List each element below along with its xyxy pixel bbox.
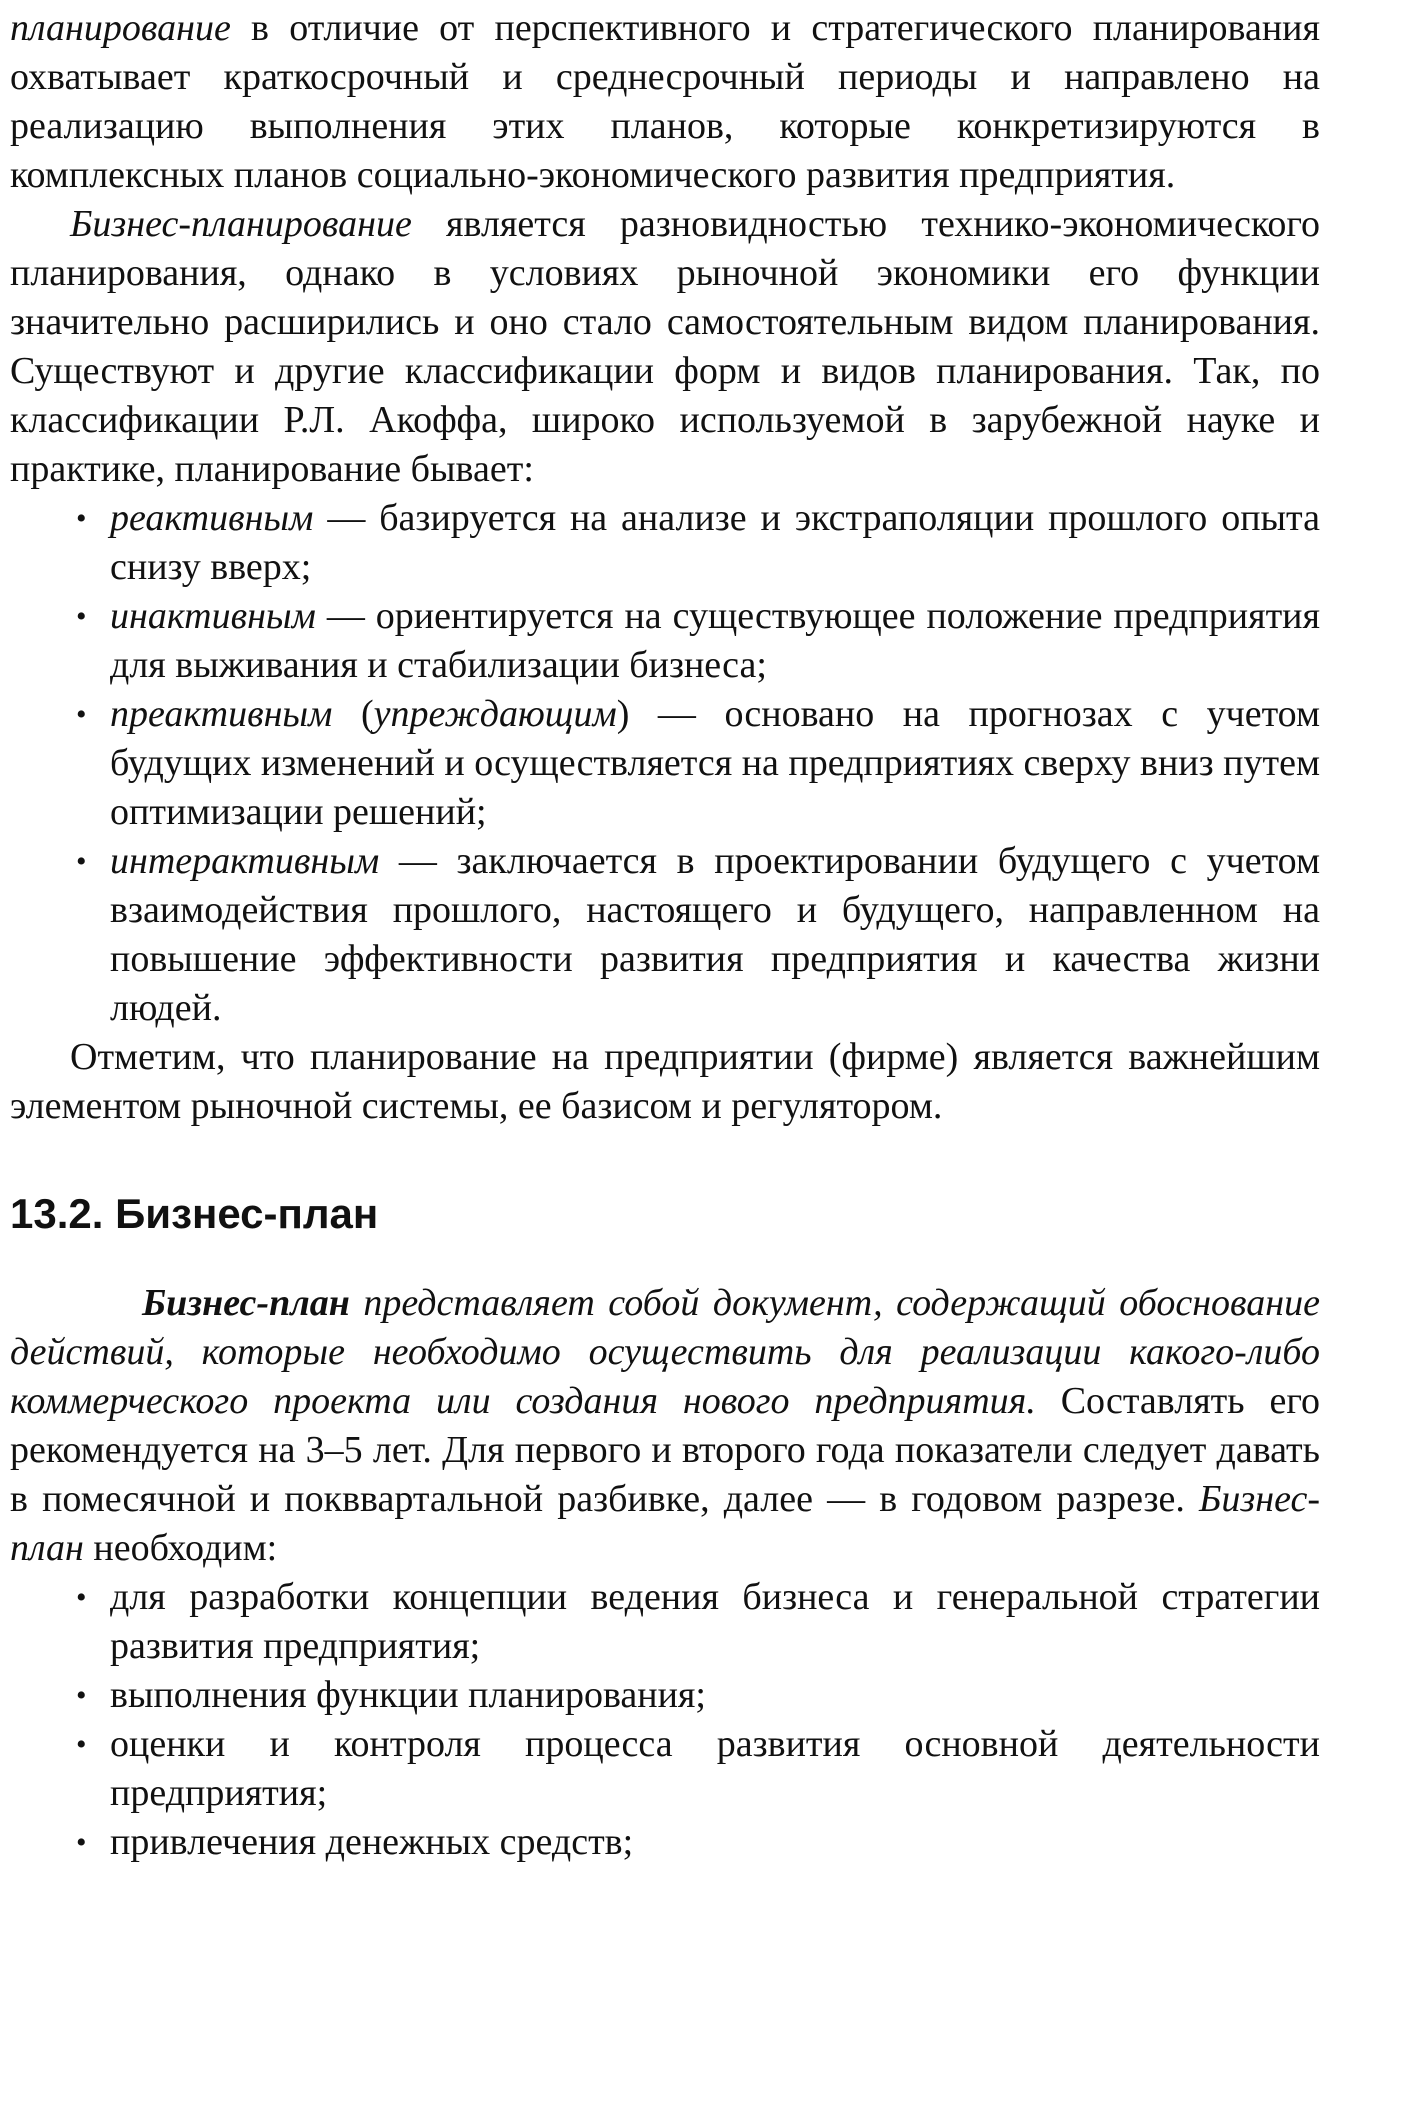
paragraph-text: Составлять его рекомендуется на 3–5 лет. Для первого и второго года показатели следует давать в помесячной и покввартальной разбивке, далее — в годовом разрезе.	[10, 1380, 1320, 1520]
list-item	[70, 1573, 1320, 1671]
term-business-plan: Бизнес-план	[142, 1282, 350, 1324]
list-item	[70, 1720, 1320, 1818]
list-item-text: оценки и контроля процесса развития основной деятельности предприятия;	[110, 1723, 1320, 1814]
planning-types-list	[10, 494, 1320, 1033]
list-item	[70, 592, 1320, 690]
business-plan-needs-list	[10, 1573, 1320, 1867]
paragraph-operational-planning	[10, 4, 1320, 200]
bullet-icon: •	[76, 1581, 87, 1614]
paragraph-text: Отметим, что планирование на предприятии (фирме) является важнейшим элементом рыночной системы, ее базисом и регулятором.	[10, 1036, 1320, 1127]
list-item	[70, 1671, 1320, 1720]
term-preactive: преактивным	[110, 693, 333, 735]
document-page	[10, 4, 1320, 1867]
paragraph-business-plan-definition	[10, 1279, 1320, 1573]
bullet-icon: •	[76, 1826, 87, 1859]
term-reactive: реактивным	[110, 497, 314, 539]
paragraph-text: необходим:	[83, 1527, 278, 1569]
list-item-text: — ориентируется на существующее положение предприятия для выживания и стабилизации бизнеса;	[110, 595, 1320, 686]
list-item	[70, 837, 1320, 1033]
term-planning: планирование	[10, 7, 231, 49]
bullet-icon: •	[76, 845, 87, 878]
list-item-text: для разработки концепции ведения бизнеса и генеральной стратегии развития предприятия;	[110, 1576, 1320, 1667]
paragraph-business-planning	[10, 200, 1320, 494]
paragraph-text: является разновидностью технико-экономического планирования, однако в условиях рыночной экономики его функции значительно расширились и оно стало самостоятельным видом планирования. Существуют и другие классификации форм и видов планирования. Так, по классификации Р.Л. Акоффа, широко используемой в зарубежной науке и практике, планирование бывает:	[10, 203, 1320, 490]
list-item	[70, 494, 1320, 592]
term-inactive: инактивным	[110, 595, 316, 637]
paragraph-conclusion	[10, 1033, 1320, 1131]
paragraph-text: в отличие от перспективного и стратегического планирования охватывает краткосрочный и среднесрочный периоды и направлено на реализацию выполнения этих планов, которые конкретизируются в комплексных планов социально-экономического развития предприятия.	[10, 7, 1320, 196]
bullet-icon: •	[76, 698, 87, 731]
list-item	[70, 690, 1320, 837]
list-item-text: привлечения денежных средств;	[110, 1821, 634, 1863]
list-item	[70, 1818, 1320, 1867]
list-item-text: — заключается в проектировании будущего с учетом взаимодействия прошлого, настоящего и будущего, направленном на повышение эффективности развития предприятия и качества жизни людей.	[110, 840, 1320, 1029]
bullet-icon: •	[76, 1679, 87, 1712]
list-item-text: выполнения функции планирования;	[110, 1674, 706, 1716]
term-business-plan-inline: Бизнес-план	[10, 1478, 1320, 1569]
list-item-text: — базируется на анализе и экстраполяции прошлого опыта снизу вверх;	[110, 497, 1320, 588]
definition-text: представляет собой документ, содержащий обоснование действий, которые необходимо осуществить для реализации какого-либо коммерческого проекта или создания нового предприятия.	[10, 1282, 1320, 1422]
list-item-paren-open: (	[332, 693, 374, 735]
term-business-planning: Бизнес-планирование	[70, 203, 412, 245]
list-item-text: ) — основано на прогнозах с учетом будущих изменений и осуществляется на предприятиях сверху вниз путем оптимизации решений;	[110, 693, 1321, 833]
section-heading: 13.2. Бизнес-план	[10, 1190, 379, 1237]
term-interactive: интерактивным	[110, 840, 380, 882]
bullet-icon: •	[76, 1728, 87, 1761]
term-anticipatory: упреждающим	[373, 693, 617, 735]
bullet-icon: •	[76, 502, 87, 535]
bullet-icon: •	[76, 600, 87, 633]
